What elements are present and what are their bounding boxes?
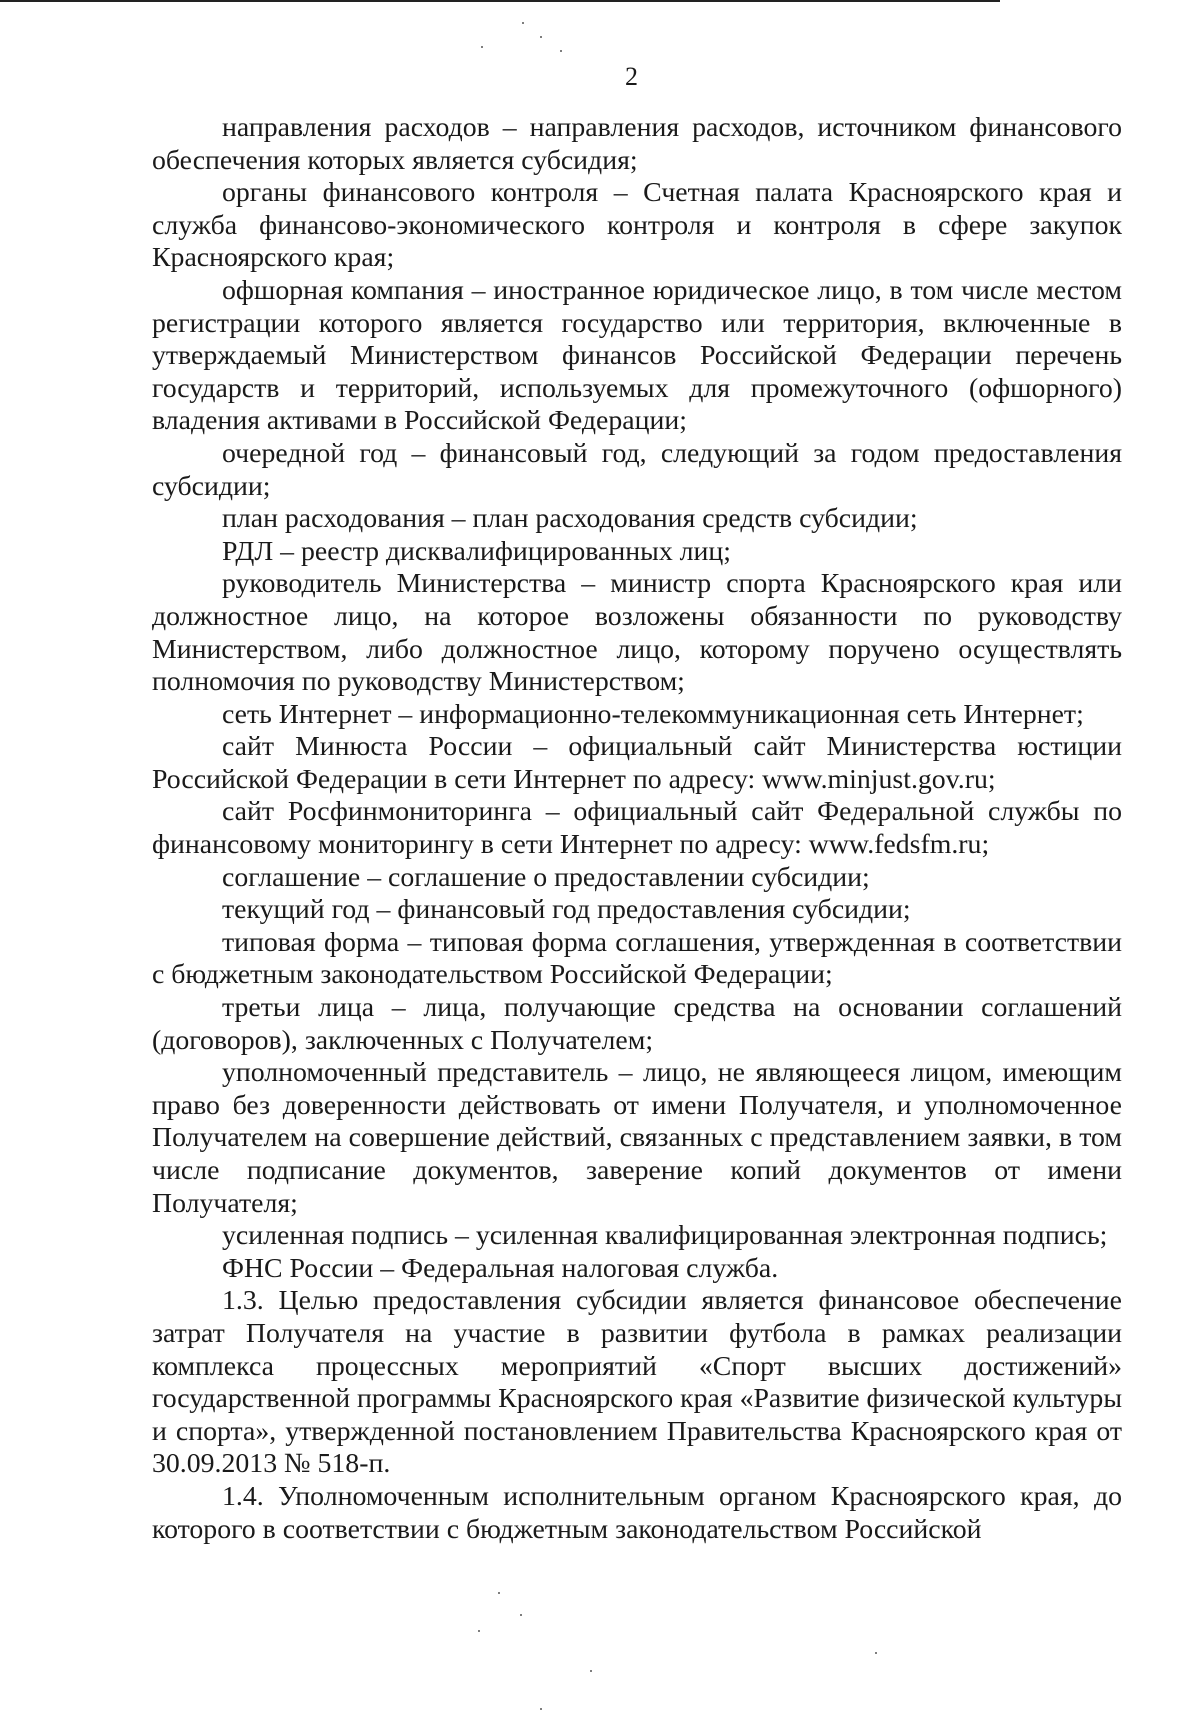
scan-speck: [560, 50, 562, 52]
paragraph-directions-of-expenses: направления расходов – направления расходов, источником финансового обеспечения которых является субсидия;: [152, 112, 1122, 176]
paragraph-next-year: очередной год – финансовый год, следующий за годом предоставления субсидии;: [152, 437, 1122, 502]
paragraph-fns: ФНС России – Федеральная налоговая служба.: [222, 1252, 779, 1284]
scan-speck: [478, 1630, 480, 1632]
scan-speck: [540, 1708, 542, 1710]
paragraph-standard-form: типовая форма – типовая форма соглашения, утвержденная в соответствии с бюджетным законодательством Российской Федерации;: [152, 926, 1122, 991]
paragraph-rdl: РДЛ – реестр дисквалифицированных лиц;: [222, 535, 732, 567]
scan-speck: [522, 22, 524, 24]
page-number: 2: [625, 62, 638, 91]
paragraph-enhanced-signature: усиленная подпись – усиленная квалифицированная электронная подпись;: [222, 1220, 1108, 1252]
scan-speck: [590, 1670, 592, 1672]
scan-speck: [481, 46, 483, 48]
paragraph-offshore-company: офшорная компания – иностранное юридическое лицо, в том числе местом регистрации которого является государство или территория, включенные в утверждаемый Министерством финансов Российской Федерации перечень государств и территорий, используемых для промежуточного (офшорного) владения активами в Российской Федерации;: [152, 274, 1122, 437]
paragraph-internet: сеть Интернет – информационно-телекоммуникационная сеть Интернет;: [222, 698, 1084, 730]
paragraph-third-parties: третьи лица – лица, получающие средства на основании соглашений (договоров), заключенных с Получателем;: [152, 992, 1122, 1056]
paragraph-agreement: соглашение – соглашение о предоставлении субсидии;: [222, 861, 870, 893]
scan-speck: [498, 1592, 500, 1594]
paragraph-current-year: текущий год – финансовый год предоставления субсидии;: [222, 894, 911, 926]
top-border-line: [0, 0, 1000, 2]
paragraph-section-1-4: 1.4. Уполномоченным исполнительным органом Красноярского края, до которого в соответствии с бюджетным законодательством Российской: [152, 1480, 1122, 1545]
scan-speck: [520, 1614, 522, 1616]
paragraph-minjust-site: сайт Минюста России – официальный сайт Министерства юстиции Российской Федерации в сети Интернет по адресу: www.minjust.gov.ru;: [152, 731, 1122, 795]
document-body: [152, 112, 1122, 1546]
paragraph-head-of-ministry: руководитель Министерства – министр спорта Красноярского края или должностное лицо, на которое возложены обязанности по руководству Министерством, либо должностное лицо, которому поручено осуществлять полномочия по руководству Министерством;: [152, 568, 1122, 698]
scan-speck: [540, 36, 542, 38]
paragraph-section-1-3: 1.3. Целью предоставления субсидии является финансовое обеспечение затрат Получателя на участие в развитии футбола в рамках реализации комплекса процессных мероприятий «Спорт высших достижений» государственной программы Красноярского края «Развитие физической культуры и спорта», утвержденной постановлением Правительства Красноярского края от 30.09.2013 № 518-п.: [152, 1285, 1122, 1480]
paragraph-spending-plan: план расходования – план расходования средств субсидии;: [222, 503, 918, 535]
scan-speck: [875, 1652, 877, 1654]
paragraph-rosfinmonitoring-site: сайт Росфинмониторинга – официальный сайт Федеральной службы по финансовому мониторингу в сети Интернет по адресу: www.fedsfm.ru;: [152, 796, 1122, 861]
paragraph-financial-control-bodies: органы финансового контроля – Счетная палата Красноярского края и служба финансово-экономического контроля и контроля в сфере закупок Красноярского края;: [152, 177, 1122, 274]
paragraph-authorized-representative: уполномоченный представитель – лицо, не являющееся лицом, имеющим право без доверенности действовать от имени Получателя, и уполномоченное Получателем на совершение действий, связанных с представлением заявки, в том числе подписание документов, заверение копий документов от имени Получателя;: [152, 1057, 1122, 1219]
